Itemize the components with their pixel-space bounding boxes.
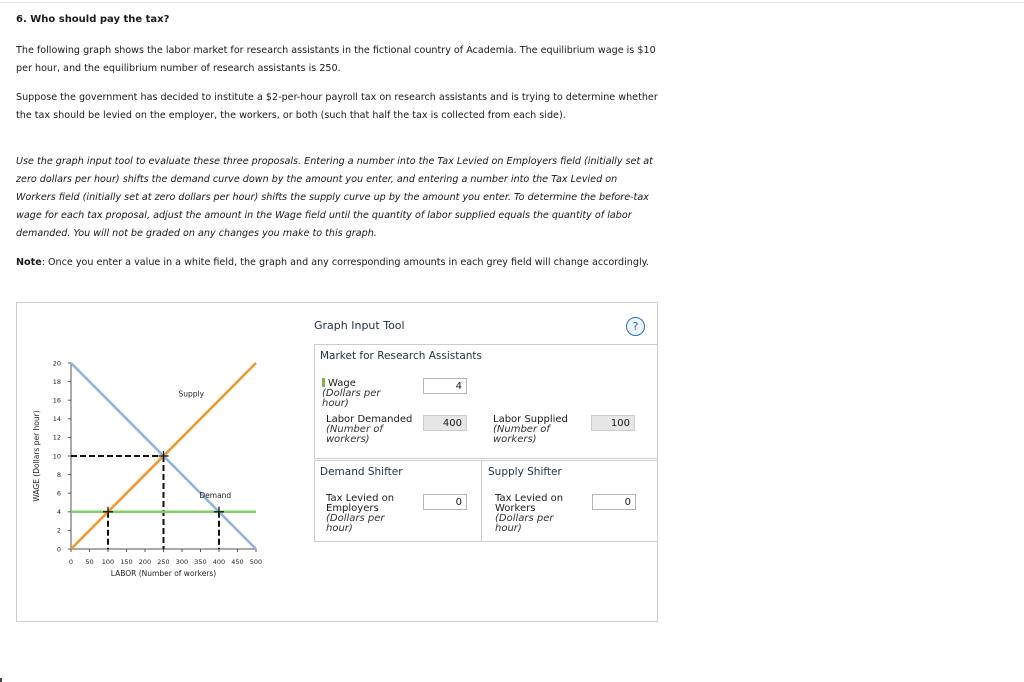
instructions-line-1: Use the graph input tool to evaluate these three proposals. Entering a number into the Tax Levied on Employers field (initially set at: [16, 156, 653, 167]
wage-legend-mark: [322, 378, 325, 387]
y-tick-label: 16: [52, 396, 61, 405]
note-paragraph: [16, 254, 706, 272]
x-tick-label: 150: [120, 558, 133, 566]
x-tick-label: 400: [212, 558, 226, 566]
worker-tax-input[interactable]: 0: [592, 494, 636, 510]
employer-tax-label-2: Employers: [326, 503, 379, 514]
worker-tax-label-group: [495, 494, 563, 534]
demand-shifter-title: Demand Shifter: [320, 466, 403, 478]
wage-unit-1: (Dollars per: [322, 388, 381, 399]
worker-tax-label-1: Tax Levied on: [495, 493, 564, 504]
graph-input-tool-title: Graph Input Tool: [314, 319, 405, 332]
employer-tax-input[interactable]: 0: [423, 494, 467, 510]
y-axis-title: WAGE (Dollars per hour): [32, 410, 41, 502]
y-tick-label: 0: [56, 545, 61, 554]
page-edge-mark: [0, 678, 2, 682]
x-tick-label: 350: [194, 558, 207, 566]
intro-paragraph: [16, 42, 706, 78]
top-divider: [0, 2, 1024, 3]
wage-label: Wage: [328, 378, 356, 389]
labor-supplied-label: Labor Supplied: [493, 414, 568, 425]
instructions-line-4: wage for each tax proposal, adjust the amount in the Wage field until the quantity of labor supplied equals the quantity of labor: [16, 210, 632, 221]
supply-shifter-box: [481, 460, 658, 542]
labor-supplied-unit-2: workers): [493, 434, 537, 445]
x-tick-label: 0: [68, 558, 74, 566]
employer-tax-unit-1: (Dollars per: [326, 513, 385, 524]
instructions-paragraph: [16, 153, 706, 243]
market-title: Market for Research Assistants: [320, 350, 483, 362]
demand-shifter-box: [314, 460, 484, 542]
labor-supplied-label-group: [493, 415, 568, 445]
supply-label: Supply: [178, 389, 205, 399]
intro-line-1: The following graph shows the labor market for research assistants in the fictional country of Academia. The equilibrium wage is $10: [16, 45, 656, 56]
y-tick-label: 10: [52, 452, 61, 461]
instructions-line-2: zero dollars per hour) shifts the demand curve down by the amount you enter, and entering a number into the Tax Levied on: [16, 174, 618, 185]
intro-line-2: per hour, and the equilibrium number of research assistants is 250.: [16, 63, 341, 74]
x-tick-label: 450: [231, 558, 244, 566]
wage-label-group: [322, 378, 381, 409]
x-tick-label: 100: [101, 558, 115, 566]
x-tick-label: 300: [175, 558, 189, 566]
labor-demanded-value: 400: [423, 415, 467, 431]
labor-demanded-label-group: [326, 415, 412, 445]
employer-tax-unit-2: hour): [326, 523, 353, 534]
market-box: [314, 344, 658, 459]
y-tick-label: 6: [56, 489, 61, 498]
wage-input[interactable]: 4: [423, 378, 467, 394]
note-text: : Once you enter a value in a white field, the graph and any corresponding amounts in each grey field will change accordingly.: [41, 257, 649, 268]
y-tick-label: 12: [52, 433, 61, 442]
y-tick-label: 8: [56, 470, 61, 479]
note-label: Note: [16, 257, 42, 268]
supply-shifter-title: Supply Shifter: [488, 466, 562, 478]
employer-tax-label-group: [326, 494, 394, 534]
y-tick-label: 4: [56, 508, 61, 517]
worker-tax-unit-1: (Dollars per: [495, 513, 554, 524]
scenario-paragraph: [16, 89, 706, 125]
y-tick-label: 20: [52, 359, 61, 368]
y-tick-label: 14: [52, 415, 61, 424]
x-tick-label: 250: [157, 558, 170, 566]
labor-demanded-label: Labor Demanded: [326, 414, 413, 425]
instructions-line-3: Workers field (initially set at zero dollars per hour) shifts the supply curve up by the amount you enter. To determine the before-tax: [16, 192, 649, 203]
scenario-line-2: the tax should be levied on the employer, the workers, or both (such that half the tax is collected from each side).: [16, 110, 566, 121]
labor-supplied-unit-1: (Number of: [493, 424, 550, 435]
x-tick-label: 50: [85, 558, 94, 566]
scenario-line-1: Suppose the government has decided to institute a $2-per-hour payroll tax on research assistants and is trying to determine whether: [16, 92, 658, 103]
labor-demanded-unit-1: (Number of: [326, 424, 383, 435]
graph-panel: [16, 302, 658, 622]
wage-unit-2: hour): [322, 398, 349, 409]
worker-tax-label-2: Workers: [495, 503, 536, 514]
employer-tax-label-1: Tax Levied on: [326, 493, 395, 504]
labor-demanded-unit-2: workers): [326, 434, 370, 445]
y-tick-label: 2: [56, 526, 61, 535]
instructions-line-5: demanded. You will not be graded on any changes you make to this graph.: [16, 228, 377, 239]
labor-supplied-value: 100: [591, 415, 635, 431]
x-axis-title: LABOR (Number of workers): [110, 569, 217, 578]
help-icon[interactable]: ?: [626, 317, 645, 336]
x-tick-label: 200: [138, 558, 152, 566]
demand-label: Demand: [199, 490, 232, 500]
y-tick-label: 18: [52, 377, 61, 386]
question-title: 6. Who should pay the tax?: [16, 14, 170, 25]
x-tick-label: 500: [249, 558, 263, 566]
worker-tax-unit-2: hour): [495, 523, 522, 534]
labor-market-chart[interactable]: [17, 303, 307, 619]
